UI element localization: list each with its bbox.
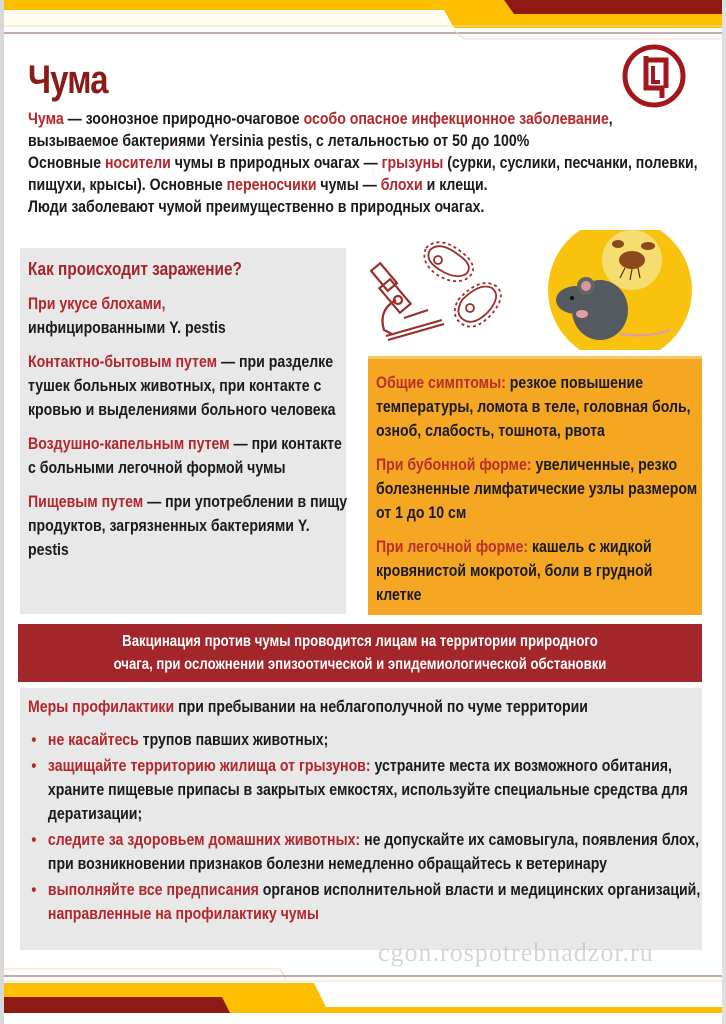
rospotrebnadzor-logo-icon	[622, 44, 686, 108]
footer-stripes	[4, 965, 722, 1024]
page-edge-right	[722, 0, 726, 1024]
symptom-text: резкое повышение температуры, ломота в теле, головная боль, озноб, слабость, тошнота, рвота	[376, 373, 691, 440]
bullet-icon: •	[31, 830, 37, 849]
prevention-item-text: органов исполнительной власти и медицинских организаций,	[258, 880, 701, 899]
infection-heading: Как происходит заражение?	[28, 258, 242, 279]
list-item	[28, 828, 700, 876]
list-item	[28, 754, 700, 826]
prevention-lead-text: при пребывании на неблагополучной по чуме территории	[174, 697, 588, 716]
text-part: Основные	[28, 153, 105, 172]
intro-highlight: особо опасное инфекционное заболевание	[303, 109, 609, 128]
intro-term: Чума	[28, 109, 64, 128]
prevention-item-label: следите за здоровьем домашних животных:	[47, 830, 361, 849]
infection-item-text: — при разделке тушек больных животных, при контакте с кровью и выделениями больного человека	[28, 352, 336, 419]
prevention-lead	[28, 694, 700, 720]
infection-item	[28, 292, 352, 340]
list-item	[28, 878, 700, 926]
infection-item-label: Контактно-бытовым путем	[28, 352, 218, 371]
text-part: чумы в природных очагах —	[170, 153, 382, 172]
prevention-list	[28, 728, 700, 926]
page-edge-left	[0, 0, 4, 1024]
infection-item-text: инфицированными Y. pestis	[28, 318, 226, 337]
infection-item	[28, 490, 352, 562]
symptom-text: увеличенные, резко болезненные лимфатические узлы размером от 1 до 10 см	[376, 455, 698, 522]
rat-with-fleas-illustration	[548, 230, 692, 350]
intro-text-part: ,	[608, 109, 613, 128]
highlight-fleas: блохи	[380, 175, 423, 194]
symptom-label: Общие симптомы:	[376, 373, 506, 392]
prevention-item-text: не допускайте их самовыгула, появления блох, при возникновении признаков болезни немедленно обращайтесь к ветеринару	[47, 830, 700, 873]
prevention-item-text: устраните места их возможного обитания, храните пищевые припасы в закрытых емкостях, используйте специальные средства для дератизации;	[47, 756, 688, 823]
text-part: и клещи.	[422, 175, 488, 194]
microscope-icon	[371, 263, 444, 340]
list-item	[28, 728, 700, 752]
symptom-item	[376, 453, 700, 525]
highlight-vectors: переносчики	[226, 175, 317, 194]
infection-item	[28, 350, 352, 422]
intro-text-part: — зоонозное природно-очаговое	[63, 109, 304, 128]
infection-item-text: — при употреблении в пищу продуктов, загрязненных бактериями Y. pestis	[28, 492, 348, 559]
bullet-icon: •	[31, 730, 37, 749]
vaccination-banner	[18, 624, 702, 682]
symptoms-box	[368, 356, 702, 615]
prevention-item-label-2: направленные на профилактику чумы	[47, 904, 319, 923]
infection-box	[20, 248, 346, 614]
bullet-icon: •	[31, 756, 37, 775]
intro-carriers	[28, 152, 709, 196]
infection-item-label: Воздушно-капельным путем	[28, 434, 230, 453]
page-title: Чума	[28, 58, 108, 102]
symptom-label: При легочной форме:	[376, 537, 529, 556]
prevention-item-label: защищайте территорию жилища от грызунов:	[47, 756, 371, 775]
highlight-rodents: грызуны	[381, 153, 444, 172]
bullet-icon: •	[31, 880, 37, 899]
vaccination-line: Вакцинация против чумы проводится лицам на территории природного	[122, 633, 598, 650]
illustrations	[370, 230, 710, 350]
header-stripes	[4, 0, 722, 50]
symptom-item	[376, 371, 700, 443]
text-part: чумы —	[316, 175, 381, 194]
prevention-item-label: выполняйте все предписания	[47, 880, 259, 899]
text-part: (сурки, суслики, песчанки, полевки, пищухи, крысы). Основные	[28, 153, 698, 194]
infection-item	[28, 432, 352, 480]
prevention-lead-label: Меры профилактики	[28, 697, 175, 716]
symptom-label: При бубонной форме:	[376, 455, 532, 474]
symptom-text: кашель с жидкой кровянистой мокротой, боли в грудной клетке	[376, 537, 653, 604]
watermark: cgon.rospotrebnadzor.ru	[378, 938, 654, 967]
intro-text	[28, 108, 709, 218]
prevention-item-label: не касайтесь	[47, 730, 139, 749]
infection-item-label: Пищевым путем	[28, 492, 144, 511]
bacteria-icon	[424, 242, 500, 326]
highlight-carriers: носители	[104, 153, 171, 172]
infection-item-text: — при контакте с больными легочной формой чумы	[28, 434, 342, 477]
vaccination-line: очага, при осложнении эпизоотической и эпидемиологической обстановки	[113, 656, 607, 673]
prevention-item-text: трупов павших животных;	[138, 730, 329, 749]
intro-line-people: Люди заболевают чумой преимущественно в природных очагах.	[28, 197, 485, 216]
infection-item-label: При укусе блохами,	[28, 294, 166, 313]
intro-line2: вызываемое бактериями Yersinia pestis, с летальностью от 50 до 100%	[28, 131, 530, 150]
prevention-box	[20, 688, 702, 950]
symptom-item	[376, 535, 700, 607]
